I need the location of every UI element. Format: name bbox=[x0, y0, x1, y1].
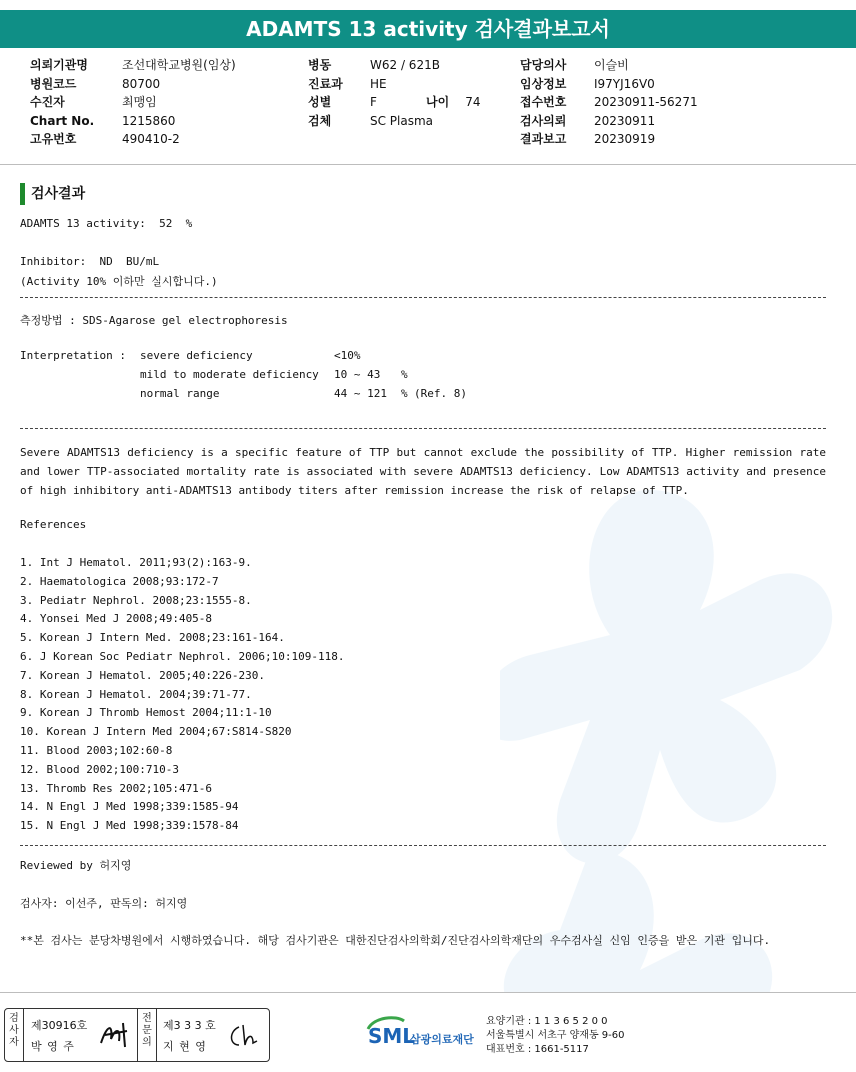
inhibitor-result: Inhibitor: ND BU/mL bbox=[20, 255, 160, 268]
field-label: Chart No. bbox=[30, 113, 95, 128]
header-field bbox=[520, 112, 698, 131]
age-value: 74 bbox=[465, 95, 481, 109]
reference-item: 1. Int J Hematol. 2011;93(2):163-9. bbox=[20, 556, 252, 569]
reviewed-by: Reviewed by 허지영 bbox=[20, 859, 132, 872]
reference-item: 4. Yonsei Med J 2008;49:405-8 bbox=[20, 612, 213, 626]
divider-3 bbox=[20, 845, 826, 846]
divider-1 bbox=[20, 297, 826, 298]
signature-box bbox=[4, 1008, 270, 1062]
reference-item: 3. Pediatr Nephrol. 2008;23:1555-8. bbox=[20, 593, 252, 607]
patient-info-header bbox=[30, 56, 830, 156]
interpretation-range: <10% bbox=[334, 349, 361, 362]
field-label: 결과보고 bbox=[520, 132, 567, 146]
reference-item: 15. N Engl J Med 1998;339:1578-84 bbox=[20, 819, 239, 833]
header-column-3 bbox=[520, 56, 698, 149]
field-value: 490410-2 bbox=[122, 132, 180, 146]
sml-logo bbox=[366, 1015, 484, 1055]
reference-item: 6. J Korean Soc Pediatr Nephrol. 2006;10:109-118. bbox=[20, 650, 345, 663]
sml-logo-text: SML bbox=[368, 1024, 416, 1048]
header-field bbox=[30, 93, 236, 112]
header-field bbox=[520, 75, 698, 94]
header-field bbox=[30, 75, 236, 94]
examiner-name: 박 영 주 bbox=[31, 1040, 75, 1053]
reference-item: 12. Blood 2002;100:710-3 bbox=[20, 762, 179, 776]
field-label: 성별 bbox=[308, 95, 332, 109]
header-field bbox=[30, 56, 236, 75]
field-label: 검사의뢰 bbox=[520, 113, 567, 128]
field-value: I97YJ16V0 bbox=[594, 76, 655, 91]
org-name: 삼광의료재단 bbox=[410, 1033, 474, 1046]
field-value: 1215860 bbox=[122, 113, 176, 128]
interpretation-unit: % bbox=[401, 387, 408, 400]
divider-2 bbox=[20, 428, 826, 429]
header-field bbox=[30, 112, 236, 131]
header-field bbox=[520, 93, 698, 112]
field-label: 담당의사 bbox=[520, 58, 567, 72]
report-title: ADAMTS 13 activity 검사결과보고서 bbox=[0, 10, 856, 48]
references-title: References bbox=[20, 518, 87, 531]
interpretation-range: 44 ~ 121 bbox=[334, 387, 387, 400]
interpretation-ref: (Ref. 8) bbox=[414, 387, 467, 400]
header-column-2 bbox=[308, 56, 440, 130]
header-field bbox=[308, 112, 440, 131]
method-line: 측정방법 : SDS-Agarose gel electrophoresis bbox=[20, 314, 288, 327]
specialist-vertical-label: 전 문 의 bbox=[142, 1013, 152, 1048]
field-value: 이슬비 bbox=[594, 58, 629, 72]
examiner-license: 제30916호 bbox=[31, 1019, 88, 1032]
reference-item: 13. Thromb Res 2002;105:471-6 bbox=[20, 781, 213, 795]
reference-item: 11. Blood 2003;102:60-8 bbox=[20, 744, 173, 757]
reference-item: 2. Haematologica 2008;93:172-7 bbox=[20, 574, 219, 588]
specialist-signature bbox=[225, 1021, 263, 1051]
examiner-vertical-label: 검 사 자 bbox=[9, 1013, 19, 1048]
field-value: HE bbox=[370, 76, 387, 91]
header-field bbox=[308, 93, 440, 112]
header-column-1 bbox=[30, 56, 236, 149]
specialist-name: 지 현 영 bbox=[163, 1040, 207, 1053]
interpretation-label: Interpretation : bbox=[20, 349, 126, 362]
field-label: 고유번호 bbox=[30, 132, 77, 146]
header-divider bbox=[0, 164, 856, 165]
field-value: 80700 bbox=[122, 76, 161, 91]
notice-text: **본 검사는 분당차병원에서 시행하였습니다. 해당 검사기관은 대한진단검사의학회/진단검사의학재단의 우수검사실 신임 인증을 받은 기관 입니다. bbox=[20, 934, 771, 947]
field-label: 병원코드 bbox=[30, 76, 77, 91]
interpretation-category: severe deficiency bbox=[140, 349, 253, 362]
interpretation-range: 10 ~ 43 bbox=[334, 368, 381, 381]
field-label: 임상정보 bbox=[520, 76, 567, 91]
reference-item: 7. Korean J Hematol. 2005;40:226-230. bbox=[20, 668, 266, 682]
address: 서울특별시 서초구 양재동 9-60 bbox=[486, 1030, 625, 1041]
interpretation-category: mild to moderate deficiency bbox=[140, 368, 319, 381]
phone: 대표번호 : 1661-5117 bbox=[486, 1044, 589, 1055]
examiners: 검사자: 이선주, 판독의: 허지영 bbox=[20, 897, 188, 910]
header-field bbox=[520, 130, 698, 149]
header-field bbox=[308, 75, 440, 94]
reference-item: 5. Korean J Intern Med. 2008;23:161-164. bbox=[20, 631, 285, 645]
examiner-signature bbox=[97, 1019, 133, 1051]
reference-item: 8. Korean J Hematol. 2004;39:71-77. bbox=[20, 687, 252, 701]
field-value: 최맹임 bbox=[122, 95, 157, 109]
reference-item: 14. N Engl J Med 1998;339:1585-94 bbox=[20, 800, 239, 814]
field-label: 병동 bbox=[308, 58, 332, 72]
field-value: 20230911 bbox=[594, 113, 656, 128]
description-paragraph: Severe ADAMTS13 deficiency is a specific feature of TTP but cannot exclude the possibility of TTP. Higher remission rate and lower TTP-associated mortality rate is associated with severe ADAMTS13 deficiency. Low ADAMTS13 activity and presence of high inhibitory anti-ADAMTS13 antibody titers after remission increase the risk of relapse of TTP. bbox=[20, 446, 826, 497]
field-value: SC Plasma bbox=[370, 113, 434, 128]
header-field bbox=[520, 56, 698, 75]
field-value: F bbox=[370, 95, 377, 109]
interpretation-unit: % bbox=[401, 368, 408, 381]
field-value: 20230919 bbox=[594, 132, 656, 146]
reference-item: 9. Korean J Thromb Hemost 2004;11:1-10 bbox=[20, 706, 272, 720]
field-label: 접수번호 bbox=[520, 95, 567, 109]
header-field bbox=[30, 130, 236, 149]
field-value: 조선대학교병원(임상) bbox=[122, 58, 236, 72]
age-label: 나이 bbox=[426, 95, 450, 109]
section-title: 검사결과 bbox=[20, 183, 85, 205]
field-label: 진료과 bbox=[308, 76, 343, 91]
field-label: 수진자 bbox=[30, 95, 65, 109]
header-field bbox=[308, 56, 440, 75]
reference-item: 10. Korean J Intern Med 2004;67:S814-S820 bbox=[20, 725, 292, 739]
care-code: 요양기관 : 1 1 3 6 5 2 0 0 bbox=[486, 1016, 608, 1027]
field-label: 검체 bbox=[308, 113, 332, 128]
field-value: W62 / 621B bbox=[370, 58, 440, 72]
field-value: 20230911-56271 bbox=[594, 95, 698, 109]
age-field bbox=[426, 93, 480, 112]
interpretation-category: normal range bbox=[140, 387, 220, 400]
inhibitor-note: (Activity 10% 이하만 실시합니다.) bbox=[20, 275, 218, 288]
sml-logo-mark bbox=[366, 1015, 484, 1051]
specialist-license: 제3 3 3 호 bbox=[163, 1019, 216, 1032]
field-label: 의뢰기관명 bbox=[30, 58, 88, 72]
org-contact bbox=[486, 1015, 625, 1057]
activity-result: ADAMTS 13 activity: 52 % bbox=[20, 217, 193, 230]
